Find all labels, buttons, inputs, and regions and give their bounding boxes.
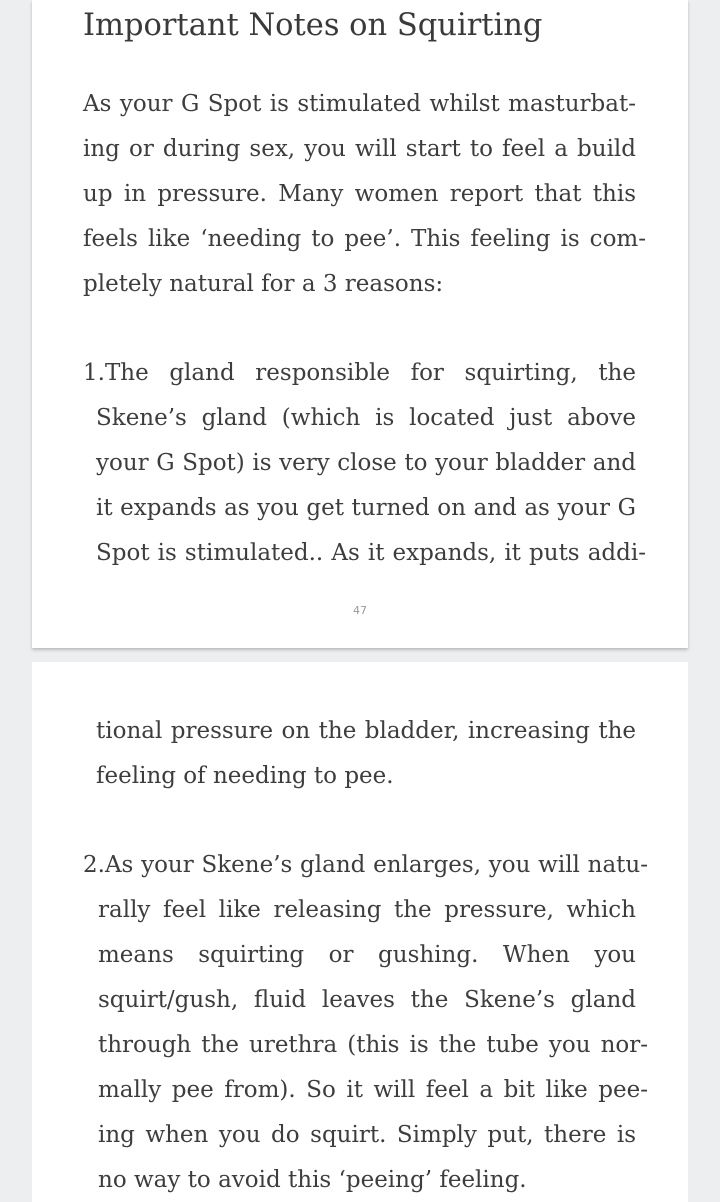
paragraph-line: As your G Spot is stimulated whilst masturbat- bbox=[83, 91, 636, 117]
document-page-48 bbox=[32, 662, 688, 1202]
list-item-line: 1.The gland responsible for squirting, the bbox=[83, 360, 636, 386]
list-item-line: Skene’s gland (which is located just above bbox=[96, 405, 636, 431]
list-item-line: ing when you do squirt. Simply put, there is bbox=[98, 1122, 636, 1148]
document-page-47 bbox=[32, 0, 688, 648]
list-item-line: means squirting or gushing. When you bbox=[98, 942, 636, 968]
paragraph-line: ing or during sex, you will start to feel a build bbox=[83, 136, 636, 162]
paragraph-line: feels like ‘needing to pee’. This feeling is com- bbox=[83, 226, 646, 252]
page-number: 47 bbox=[353, 604, 367, 617]
list-item-line: Spot is stimulated.. As it expands, it puts addi- bbox=[96, 540, 646, 566]
list-item-line: feeling of needing to pee. bbox=[96, 763, 394, 789]
section-heading: Important Notes on Squirting bbox=[83, 8, 543, 43]
list-item-line: mally pee from). So it will feel a bit like pee- bbox=[98, 1077, 648, 1103]
list-item-line: it expands as you get turned on and as your G bbox=[96, 495, 636, 521]
paragraph-line: up in pressure. Many women report that this bbox=[83, 181, 636, 207]
list-item-line: tional pressure on the bladder, increasing the bbox=[96, 718, 636, 744]
list-item-line: no way to avoid this ‘peeing’ feeling. bbox=[98, 1167, 527, 1193]
list-item-line: 2.As your Skene’s gland enlarges, you will natu- bbox=[83, 852, 648, 878]
paragraph-line: pletely natural for a 3 reasons: bbox=[83, 271, 444, 297]
list-item-line: your G Spot) is very close to your bladder and bbox=[96, 450, 636, 476]
list-item-line: squirt/gush, fluid leaves the Skene’s gland bbox=[98, 987, 636, 1013]
list-item-line: through the urethra (this is the tube you nor- bbox=[98, 1032, 648, 1058]
list-item-line: rally feel like releasing the pressure, which bbox=[98, 897, 636, 923]
